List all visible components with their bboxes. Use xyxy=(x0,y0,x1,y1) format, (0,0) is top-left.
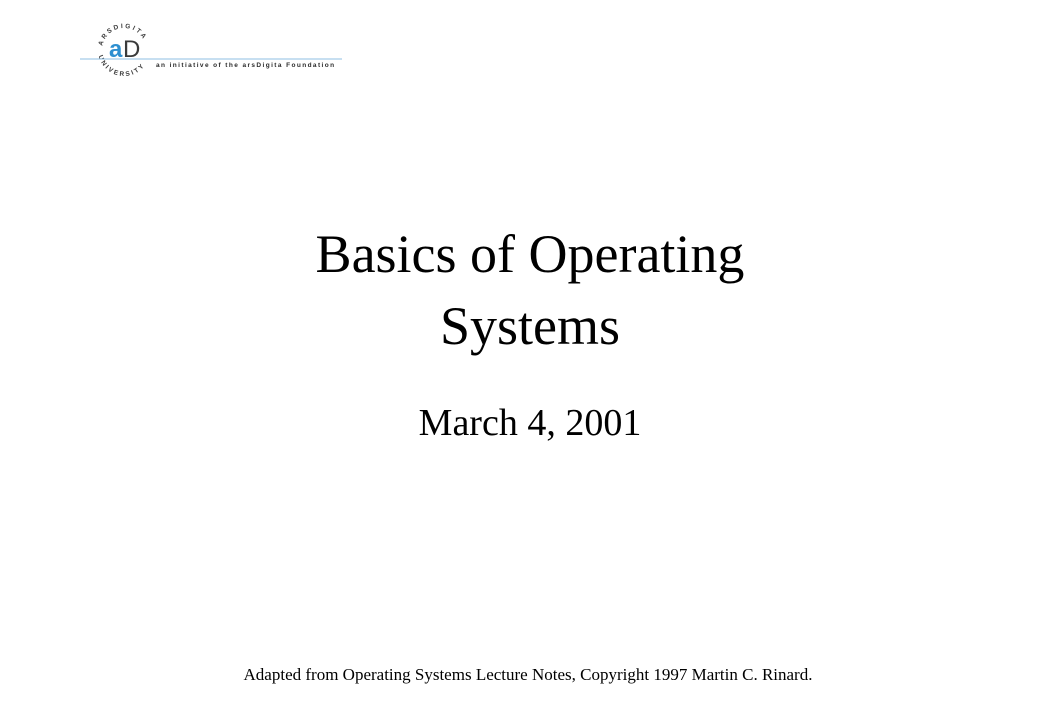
logo-arc-bottom: UNIVERSITY xyxy=(96,54,147,79)
logo-mark-d: D xyxy=(123,36,141,63)
slide-title-line-2: Systems xyxy=(439,296,621,356)
slide-title xyxy=(180,218,880,362)
logo-tagline: an initiative of the arsDigita Foundation xyxy=(156,62,336,69)
logo-arc-top: ARSDIGITA xyxy=(97,22,149,47)
slide-date: March 4, 2001 xyxy=(418,402,642,444)
slide-footer-credit: Adapted from Operating Systems Lecture Notes, Copyright 1997 Martin C. Rinard. xyxy=(243,665,813,684)
logo-mark-a: a xyxy=(109,36,123,63)
slide-title-line-1: Basics of Operating xyxy=(315,224,745,284)
arsdigita-university-logo xyxy=(72,10,352,80)
logo-graphic xyxy=(72,10,352,80)
